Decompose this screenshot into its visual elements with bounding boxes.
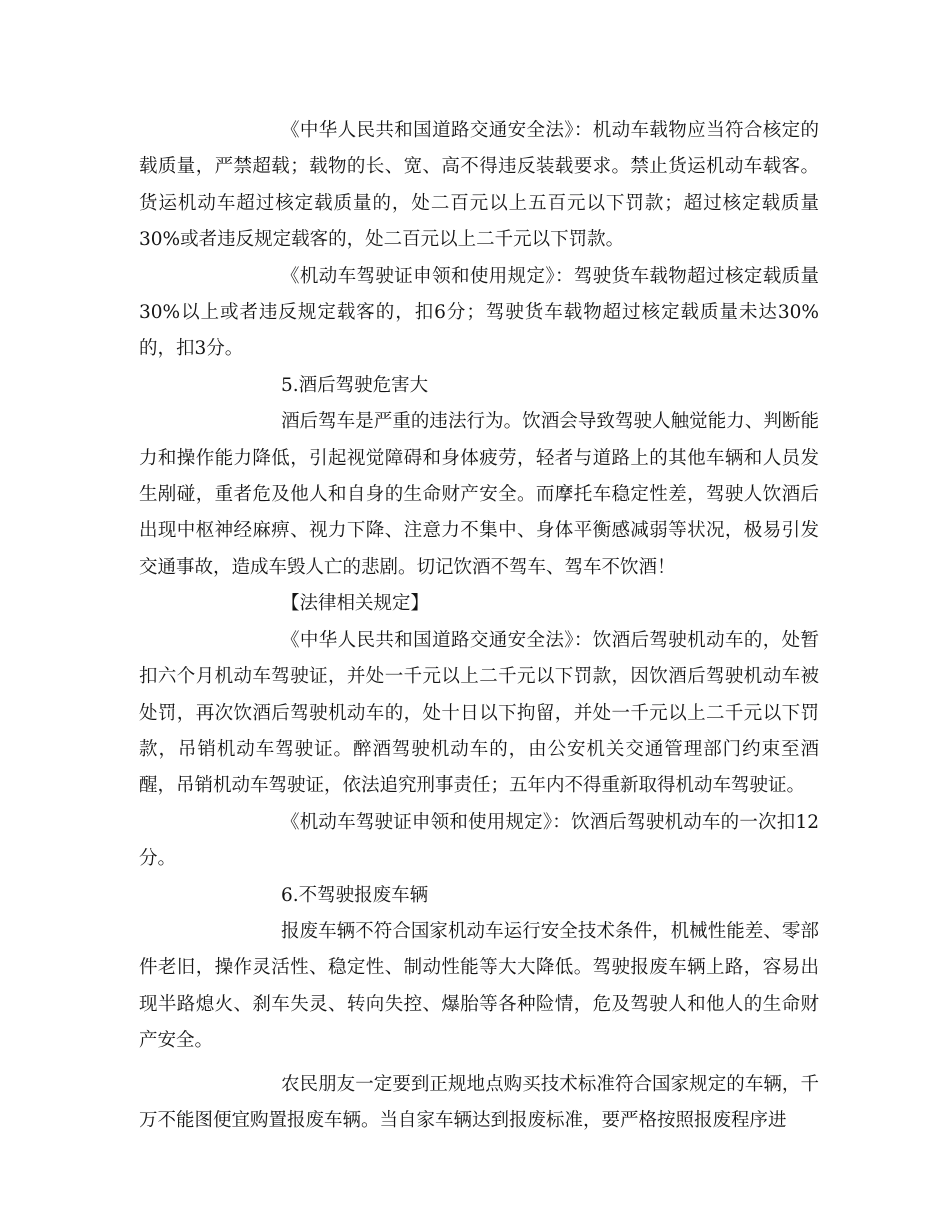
document-body (139, 113, 819, 1139)
subheading-legal-provisions: 【法律相关规定】 (281, 593, 430, 615)
section-heading-drunk-driving: 5.酒后驾驶危害大 (281, 374, 429, 396)
section-heading-scrapped-vehicles: 6.不驾驶报废车辆 (281, 884, 429, 906)
paragraph-drunk-driving-harm: 酒后驾车是严重的违法行为。饮酒会导致驾驶人触觉能力、判断能力和操作能力降低，引起视觉障碍和身体疲劳，轻者与道路上的其他车辆和人员发生剐碰，重者危及他人和自身的生命财产安全。而摩托车稳定性差，驾驶人饮酒后出现中枢神经麻痹、视力下降、注意力不集中、身体平衡感减弱等状况，极易引发交通事故，造成车毁人亡的悲剧。切记饮酒不驾车、驾车不饮酒！ (139, 411, 819, 578)
paragraph-license-rules-overload: 《机动车驾驶证申领和使用规定》：驾驶货车载物超过核定载质量30%以上或者违反规定载客的，扣6分；驾驶货车载物超过核定载质量未达30%的，扣3分。 (139, 265, 819, 360)
paragraph-scrapped-vehicles-danger: 报废车辆不符合国家机动车运行安全技术条件，机械性能差、零部件老旧，操作灵活性、稳定性、制动性能等大大降低。驾驶报废车辆上路，容易出现半路熄火、刹车失灵、转向失控、爆胎等各种险情，危及驾驶人和他人的生命财产安全。 (139, 920, 819, 1052)
paragraph-road-safety-law-drunk-driving: 《中华人民共和国道路交通安全法》：饮酒后驾驶机动车的，处暂扣六个月机动车驾驶证，并处一千元以上二千元以下罚款，因饮酒后驾驶机动车被处罚，再次饮酒后驾驶机动车的，处十日以下拘留，并处一千元以上二千元以下罚款，吊销机动车驾驶证。醉酒驾驶机动车的，由公安机关交通管理部门约束至酒醒，吊销机动车驾驶证，依法追究刑事责任；五年内不得重新取得机动车驾驶证。 (139, 629, 819, 797)
paragraph-road-safety-law-overload: 《中华人民共和国道路交通安全法》：机动车载物应当符合核定的载质量，严禁超载；载物的长、宽、高不得违反装载要求。禁止货运机动车载客。货运机动车超过核定载质量的，处二百元以上五百元以下罚款；超过核定载质量30%或者违反规定载客的，处二百元以上二千元以下罚款。 (139, 120, 819, 251)
paragraph-license-rules-drunk-driving: 《机动车驾驶证申领和使用规定》：饮酒后驾驶机动车的一次扣12分。 (139, 811, 819, 870)
paragraph-buy-compliant-vehicles: 农民朋友一定要到正规地点购买技术标准符合国家规定的车辆，千万不能图便宜购置报废车辆。当自家车辆达到报废标准，要严格按照报废程序进 (139, 1073, 819, 1131)
